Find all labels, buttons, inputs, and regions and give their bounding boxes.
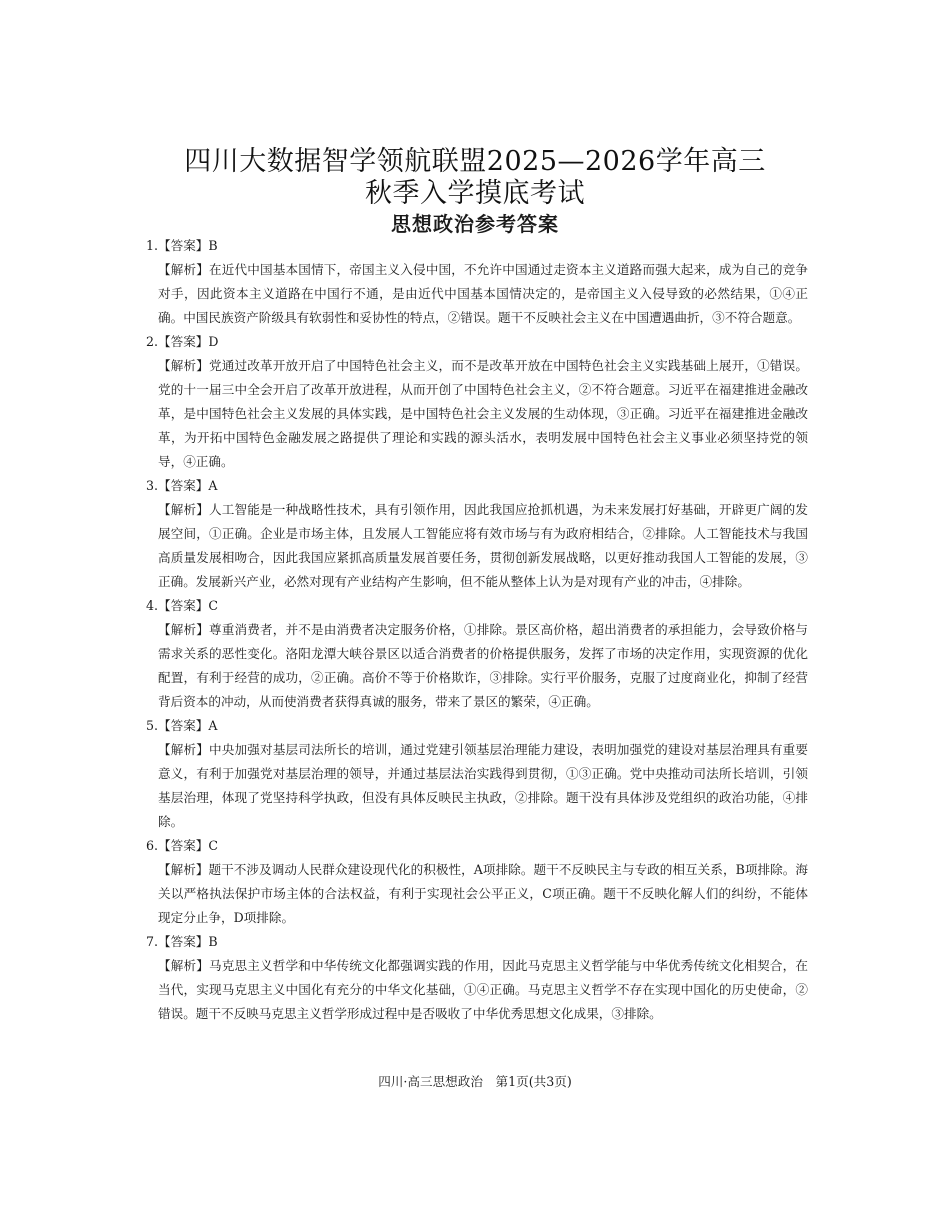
document-title-line-2: 秋季入学摸底考试 [365, 178, 585, 209]
analysis-paragraph: 【解析】党通过改革开放开启了中国特色社会主义，而不是改革开放在中国特色社会主义实践基础上展开，①错误。党的十一届三中全会开启了改革开放进程，从而开创了中国特色社会主义，②不符合题意。习近平在福建推进金融改革，是中国特色社会主义发展的具体实践，是中国特色社会主义发展的生动体现，③正确。习近平在福建推进金融改革，为开拓中国特色金融发展之路提供了理论和实践的源头活水，表明发展中国特色社会主义事业必须坚持党的领导，④正确。 [158, 358, 808, 469]
analysis-paragraph: 【解析】题干不涉及调动人民群众建设现代化的积极性，A项排除。题干不反映民主与专政的相互关系，B项排除。海关以严格执法保护市场主体的合法权益，有利于实现社会公平正义，C项正确。题干不反映化解人们的纠纷，不能体现定分止争，D项排除。 [158, 862, 808, 925]
question-item [146, 834, 808, 930]
answer-line: 4.【答案】C [146, 598, 219, 613]
answer-line: 7.【答案】B [146, 934, 218, 949]
answer-line: 5.【答案】A [146, 718, 218, 733]
analysis-paragraph: 【解析】尊重消费者，并不是由消费者决定服务价格，①排除。景区高价格，超出消费者的承担能力，会导致价格与需求关系的恶性变化。洛阳龙潭大峡谷景区以适合消费者的价格提供服务，发挥了市场的决定作用，实现资源的优化配置，有利于经营的成功，②正确。高价不等于价格欺诈，③排除。实行平价服务，克服了过度商业化，抑制了经营背后资本的冲动，从而使消费者获得真诚的服务，带来了景区的繁荣，④正确。 [158, 622, 808, 709]
question-item [146, 330, 808, 474]
question-item [146, 474, 808, 594]
analysis-paragraph: 【解析】人工智能是一种战略性技术，具有引领作用，因此我国应抢抓机遇，为未来发展打好基础，开辟更广阔的发展空间，①正确。企业是市场主体，且发展人工智能应将有效市场与有为政府相结合，②排除。人工智能技术与我国高质量发展相吻合，因此我国应紧抓高质量发展首要任务，贯彻创新发展战略，以更好推动我国人工智能的发展，③正确。发展新兴产业，必然对现有产业结构产生影响，但不能从整体上认为是对现有产业的冲击，④排除。 [158, 502, 808, 589]
analysis-paragraph: 【解析】马克思主义哲学和中华传统文化都强调实践的作用，因此马克思主义哲学能与中华优秀传统文化相契合，在当代，实现马克思主义中国化有充分的中华文化基础，①④正确。马克思主义哲学不存在实现中国化的历史使命，②错误。题干不反映马克思主义哲学形成过程中是否吸收了中华优秀思想文化成果，③排除。 [158, 958, 808, 1021]
page-footer: 四川·高三思想政治 第1页(共3页) [378, 1074, 572, 1089]
document-title-line-1: 四川大数据智学领航联盟2025—2026学年高三 [184, 146, 766, 177]
question-item [146, 930, 808, 1026]
answer-line: 6.【答案】C [146, 838, 219, 853]
answer-list [146, 234, 808, 1026]
analysis-paragraph: 【解析】在近代中国基本国情下，帝国主义入侵中国，不允许中国通过走资本主义道路而强大起来，成为自己的竞争对手，因此资本主义道路在中国行不通，是由近代中国基本国情决定的，是帝国主义入侵导致的必然结果，①④正确。中国民族资产阶级具有软弱性和妥协性的特点，②错误。题干不反映社会主义在中国遭遇曲折，③不符合题意。 [158, 262, 808, 325]
question-item [146, 234, 808, 330]
answer-line: 2.【答案】D [146, 334, 219, 349]
subject-title: 思想政治参考答案 [391, 212, 559, 236]
question-item [146, 594, 808, 714]
analysis-paragraph: 【解析】中央加强对基层司法所长的培训，通过党建引领基层治理能力建设，表明加强党的建设对基层治理具有重要意义，有利于加强党对基层治理的领导，并通过基层法治实践得到贯彻，①③正确。党中央推动司法所长培训，引领基层治理，体现了党坚持科学执政，但没有具体反映民主执政，②排除。题干没有具体涉及党组织的政治功能，④排除。 [158, 742, 808, 829]
answer-line: 3.【答案】A [146, 478, 218, 493]
answer-line: 1.【答案】B [146, 238, 218, 253]
question-item [146, 714, 808, 834]
